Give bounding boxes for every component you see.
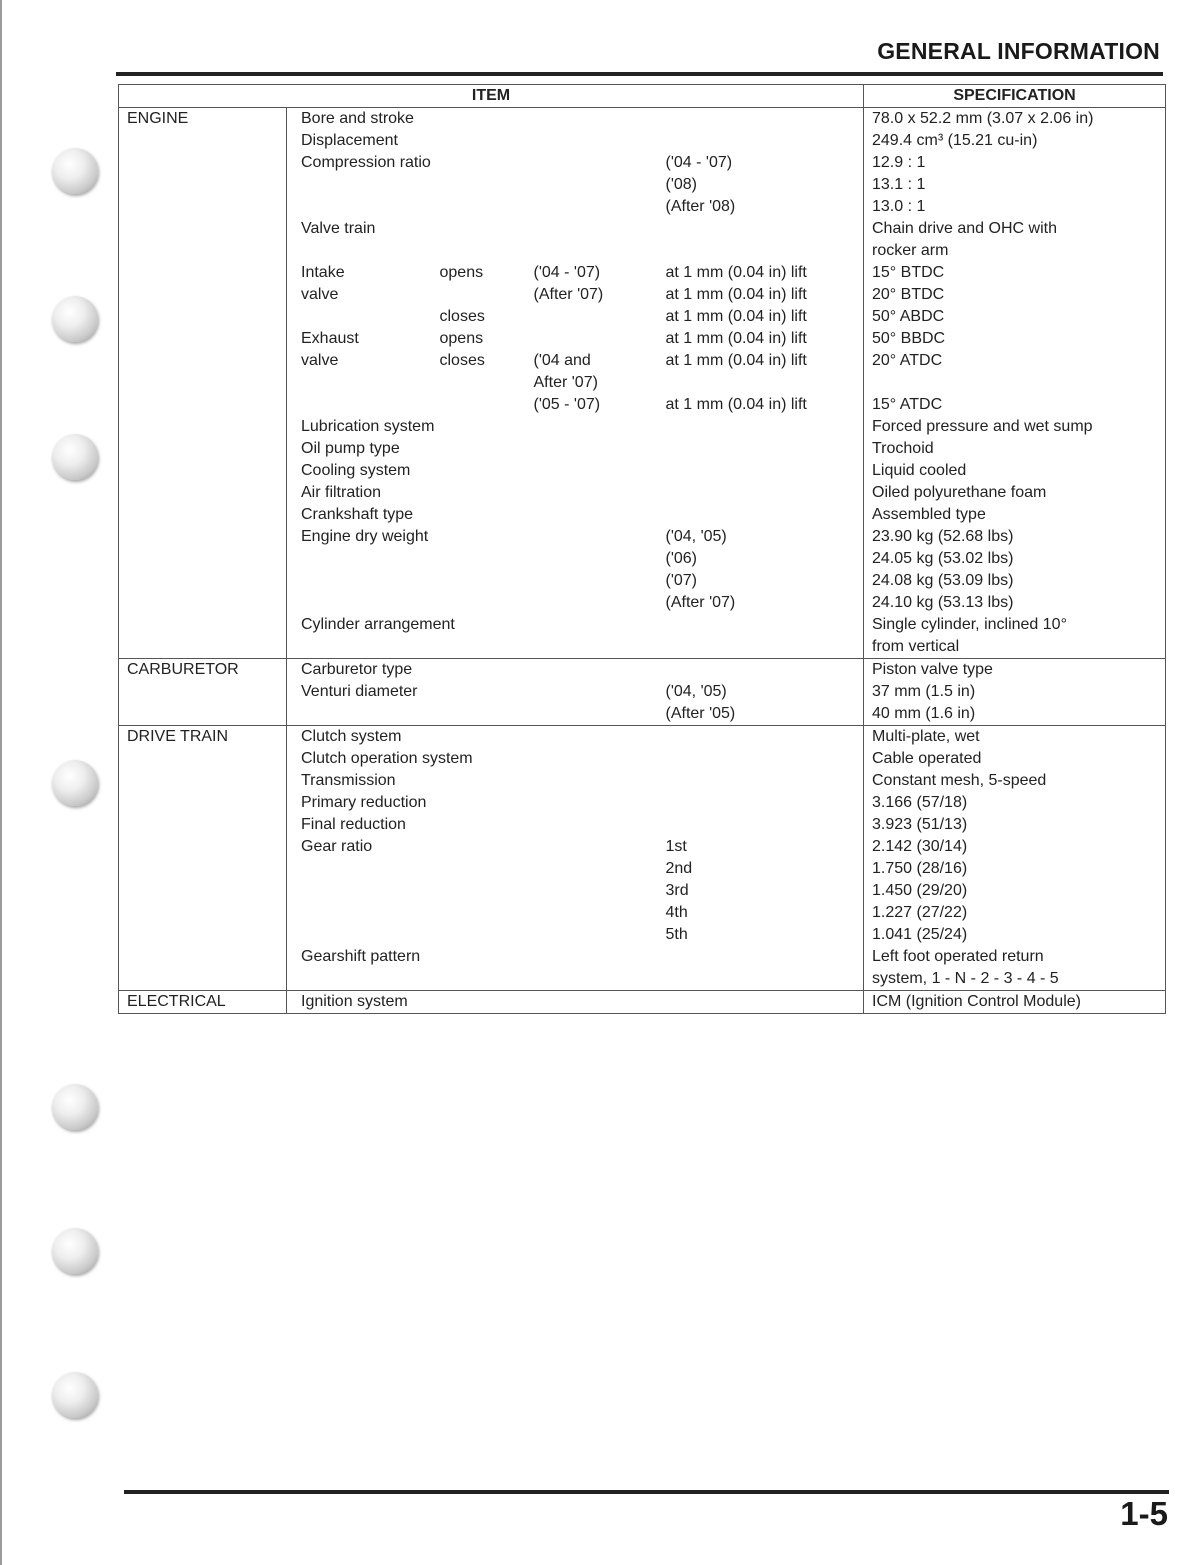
item-year-range (526, 946, 658, 968)
item-label (287, 240, 432, 262)
item-qualifier (432, 130, 526, 152)
item-year-range (526, 726, 658, 749)
specification-value: 2.142 (30/14) (864, 836, 1166, 858)
item-condition: at 1 mm (0.04 in) lift (658, 262, 864, 284)
item-condition: at 1 mm (0.04 in) lift (658, 284, 864, 306)
item-qualifier (432, 372, 526, 394)
item-qualifier (432, 416, 526, 438)
binder-hole (52, 1084, 98, 1130)
page-left-edge (0, 0, 2, 1565)
item-qualifier (432, 792, 526, 814)
item-condition (658, 614, 864, 636)
item-label: Carburetor type (287, 659, 432, 682)
item-label (287, 570, 432, 592)
item-condition: ('08) (658, 174, 864, 196)
item-condition: ('04, '05) (658, 526, 864, 548)
item-year-range: ('04 and (533, 352, 591, 369)
item-qualifier (432, 284, 526, 306)
item-label: Clutch operation system (287, 748, 432, 770)
item-label: Crankshaft type (287, 504, 432, 526)
specification-value: Forced pressure and wet sump (864, 416, 1166, 438)
item-year-range (526, 614, 658, 636)
item-condition: 2nd (658, 858, 864, 880)
specification-value: 78.0 x 52.2 mm (3.07 x 2.06 in) (864, 108, 1166, 131)
specification-value (864, 372, 1166, 394)
item-label: Venturi diameter (287, 681, 432, 703)
item-qualifier (432, 570, 526, 592)
specification-value: Assembled type (864, 504, 1166, 526)
item-year-range (526, 526, 658, 548)
item-year-range (526, 592, 658, 614)
section-title: GENERAL INFORMATION (877, 38, 1160, 64)
item-condition: at 1 mm (0.04 in) lift (658, 306, 864, 328)
binder-hole (52, 1372, 98, 1418)
item-qualifier (432, 924, 526, 946)
item-label (287, 880, 432, 902)
item-year-range (526, 991, 658, 1014)
item-condition (658, 946, 864, 968)
item-condition (658, 748, 864, 770)
item-label: Cylinder arrangement (287, 614, 432, 636)
item-year-range (526, 792, 658, 814)
item-year-range: ('04 - '07) (533, 264, 601, 281)
specification-column-header: SPECIFICATION (864, 85, 1166, 108)
specification-value: 50° BBDC (864, 328, 1166, 350)
item-year-range (526, 659, 658, 682)
item-qualifier (432, 703, 526, 726)
category-label: ELECTRICAL (119, 991, 287, 1014)
item-qualifier (432, 460, 526, 482)
item-condition: 1st (658, 836, 864, 858)
item-qualifier: opens (439, 330, 484, 347)
item-label: valve (287, 350, 432, 372)
specification-value: 1.750 (28/16) (864, 858, 1166, 880)
item-label: Engine dry weight (287, 526, 432, 548)
item-qualifier: opens (439, 264, 484, 281)
item-qualifier (432, 880, 526, 902)
item-qualifier (432, 592, 526, 614)
item-condition: at 1 mm (0.04 in) lift (658, 394, 864, 416)
item-label: Intake (287, 262, 432, 284)
item-condition (658, 792, 864, 814)
specification-value: Trochoid (864, 438, 1166, 460)
page-number: 1-5 (1120, 1495, 1168, 1532)
item-label (287, 592, 432, 614)
item-year-range (526, 968, 658, 991)
item-year-range (526, 548, 658, 570)
item-year-range (526, 858, 658, 880)
specification-value: 23.90 kg (52.68 lbs) (864, 526, 1166, 548)
item-condition: ('07) (658, 570, 864, 592)
item-qualifier (432, 770, 526, 792)
table-row (119, 726, 1166, 749)
item-qualifier (432, 991, 526, 1014)
item-label (287, 394, 432, 416)
item-year-range: ('05 - '07) (533, 396, 601, 413)
item-label: Lubrication system (287, 416, 432, 438)
item-year-range (526, 416, 658, 438)
item-qualifier (432, 636, 526, 659)
item-qualifier (432, 394, 526, 416)
item-qualifier (432, 902, 526, 924)
item-label: valve (287, 284, 432, 306)
specification-value: 24.05 kg (53.02 lbs) (864, 548, 1166, 570)
specification-value: Left foot operated return (864, 946, 1166, 968)
specification-value: 249.4 cm³ (15.21 cu-in) (864, 130, 1166, 152)
item-year-range (526, 703, 658, 726)
item-label (287, 548, 432, 570)
item-label: Exhaust (287, 328, 432, 350)
item-condition: ('06) (658, 548, 864, 570)
item-qualifier (432, 438, 526, 460)
item-label (287, 636, 432, 659)
item-qualifier (432, 946, 526, 968)
item-condition (658, 770, 864, 792)
specification-value: 3.923 (51/13) (864, 814, 1166, 836)
item-condition (658, 636, 864, 659)
specification-value: Piston valve type (864, 659, 1166, 682)
item-condition (658, 130, 864, 152)
item-qualifier (432, 858, 526, 880)
item-year-range (526, 880, 658, 902)
item-condition: (After '07) (658, 592, 864, 614)
item-qualifier (432, 814, 526, 836)
item-label: Compression ratio (287, 152, 432, 174)
item-condition (658, 372, 864, 394)
item-year-range (526, 108, 658, 131)
category-label: ENGINE (119, 108, 287, 659)
item-year-range (526, 482, 658, 504)
item-condition: (After '05) (658, 703, 864, 726)
item-label: Primary reduction (287, 792, 432, 814)
item-year-range (526, 174, 658, 196)
specification-value: 3.166 (57/18) (864, 792, 1166, 814)
item-condition: at 1 mm (0.04 in) lift (658, 350, 864, 372)
specification-value: ICM (Ignition Control Module) (864, 991, 1166, 1014)
item-qualifier (432, 526, 526, 548)
item-label: Oil pump type (287, 438, 432, 460)
item-year-range (526, 240, 658, 262)
binder-hole (52, 1228, 98, 1274)
specification-value: rocker arm (864, 240, 1166, 262)
item-year-range (526, 681, 658, 703)
item-label (287, 372, 432, 394)
item-condition: 4th (658, 902, 864, 924)
item-year-range (526, 438, 658, 460)
item-label: Gear ratio (287, 836, 432, 858)
specification-value: 20° BTDC (864, 284, 1166, 306)
specification-value: Oiled polyurethane foam (864, 482, 1166, 504)
item-label (287, 174, 432, 196)
item-qualifier (432, 196, 526, 218)
item-year-range (526, 902, 658, 924)
item-qualifier: closes (439, 352, 485, 369)
item-year-range: (After '07) (533, 286, 604, 303)
specification-value: 1.041 (25/24) (864, 924, 1166, 946)
item-condition (658, 218, 864, 240)
item-label: Bore and stroke (287, 108, 432, 131)
specification-value: 13.1 : 1 (864, 174, 1166, 196)
item-year-range (526, 152, 658, 174)
item-label: Valve train (287, 218, 432, 240)
item-condition: (After '08) (658, 196, 864, 218)
item-year-range (526, 218, 658, 240)
item-label: Displacement (287, 130, 432, 152)
item-qualifier (432, 240, 526, 262)
specification-value: Chain drive and OHC with (864, 218, 1166, 240)
item-year-range (526, 814, 658, 836)
item-label: Clutch system (287, 726, 432, 749)
item-year-range (526, 196, 658, 218)
category-label: DRIVE TRAIN (119, 726, 287, 991)
item-year-range (526, 130, 658, 152)
specification-value: 24.10 kg (53.13 lbs) (864, 592, 1166, 614)
specification-value: 13.0 : 1 (864, 196, 1166, 218)
item-label: Air filtration (287, 482, 432, 504)
item-year-range (526, 636, 658, 659)
item-label: Ignition system (287, 991, 432, 1014)
binder-hole (52, 148, 98, 194)
item-year-range: After '07) (533, 374, 598, 391)
item-condition (658, 438, 864, 460)
item-qualifier (432, 659, 526, 682)
item-qualifier (432, 218, 526, 240)
item-year-range (526, 836, 658, 858)
specification-value: 37 mm (1.5 in) (864, 681, 1166, 703)
specification-value: 20° ATDC (864, 350, 1166, 372)
item-label (287, 306, 432, 328)
item-year-range (526, 328, 658, 350)
item-qualifier (432, 174, 526, 196)
specification-value: Liquid cooled (864, 460, 1166, 482)
specification-value: system, 1 - N - 2 - 3 - 4 - 5 (864, 968, 1166, 991)
item-qualifier (432, 968, 526, 991)
binder-hole (52, 760, 98, 806)
item-year-range (526, 504, 658, 526)
item-condition (658, 504, 864, 526)
item-qualifier: closes (439, 308, 485, 325)
item-qualifier (432, 108, 526, 131)
item-label (287, 968, 432, 991)
footer-rule (124, 1490, 1169, 1494)
table-row (119, 108, 1166, 131)
specification-value: from vertical (864, 636, 1166, 659)
item-label: Final reduction (287, 814, 432, 836)
item-condition (658, 726, 864, 749)
binder-hole (52, 296, 98, 342)
specification-value: 12.9 : 1 (864, 152, 1166, 174)
header-rule (116, 72, 1163, 76)
item-year-range (526, 306, 658, 328)
item-label: Cooling system (287, 460, 432, 482)
item-condition: 3rd (658, 880, 864, 902)
item-qualifier (432, 548, 526, 570)
item-condition (658, 991, 864, 1014)
table-body (119, 108, 1166, 1014)
item-label (287, 858, 432, 880)
specification-value: 24.08 kg (53.09 lbs) (864, 570, 1166, 592)
item-condition (658, 482, 864, 504)
item-condition (658, 416, 864, 438)
item-label (287, 196, 432, 218)
item-qualifier (432, 152, 526, 174)
table-row (119, 991, 1166, 1014)
specification-value: 1.227 (27/22) (864, 902, 1166, 924)
specification-value: Multi-plate, wet (864, 726, 1166, 749)
item-label (287, 924, 432, 946)
item-label (287, 703, 432, 726)
item-condition: at 1 mm (0.04 in) lift (658, 328, 864, 350)
item-label: Transmission (287, 770, 432, 792)
item-qualifier (432, 504, 526, 526)
item-condition (658, 659, 864, 682)
specification-value: 50° ABDC (864, 306, 1166, 328)
item-condition (658, 968, 864, 991)
item-year-range (526, 924, 658, 946)
specifications-table (118, 84, 1166, 1014)
item-condition: 5th (658, 924, 864, 946)
item-condition: ('04, '05) (658, 681, 864, 703)
specification-value: Constant mesh, 5-speed (864, 770, 1166, 792)
item-year-range (526, 770, 658, 792)
specification-value: Single cylinder, inclined 10° (864, 614, 1166, 636)
item-year-range (526, 460, 658, 482)
specification-value: 15° ATDC (864, 394, 1166, 416)
table-header-row (119, 85, 1166, 108)
item-qualifier (432, 681, 526, 703)
item-year-range (526, 748, 658, 770)
item-condition (658, 460, 864, 482)
item-condition: ('04 - '07) (658, 152, 864, 174)
item-condition (658, 814, 864, 836)
specification-value: 15° BTDC (864, 262, 1166, 284)
binder-hole (52, 434, 98, 480)
item-label: Gearshift pattern (287, 946, 432, 968)
item-column-header: ITEM (119, 85, 864, 108)
specification-value: 1.450 (29/20) (864, 880, 1166, 902)
item-condition (658, 108, 864, 131)
specification-value: 40 mm (1.6 in) (864, 703, 1166, 726)
item-qualifier (432, 726, 526, 749)
item-condition (658, 240, 864, 262)
item-qualifier (432, 836, 526, 858)
category-label: CARBURETOR (119, 659, 287, 726)
table-row (119, 659, 1166, 682)
item-label (287, 902, 432, 924)
item-qualifier (432, 482, 526, 504)
item-year-range (526, 570, 658, 592)
specification-value: Cable operated (864, 748, 1166, 770)
